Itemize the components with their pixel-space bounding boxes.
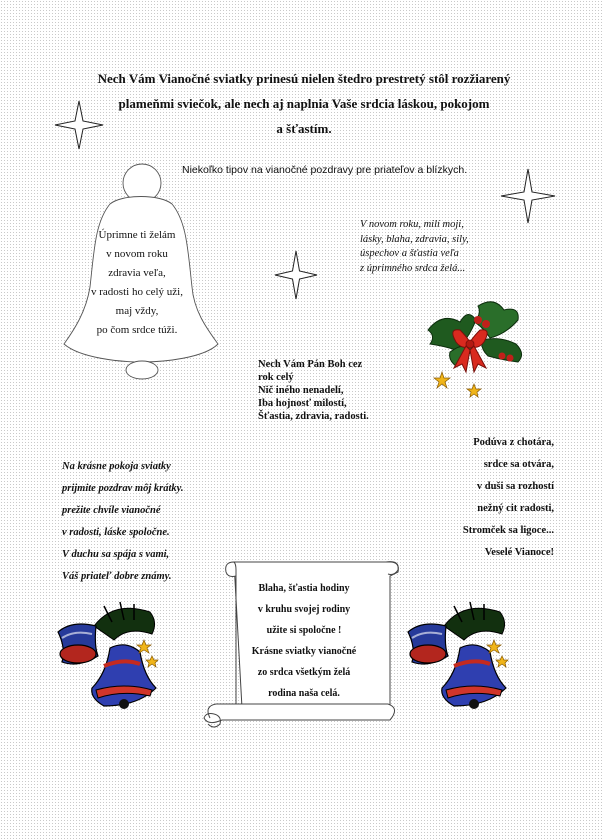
christmas-bells-icon bbox=[404, 596, 514, 716]
holly-icon bbox=[420, 296, 530, 406]
verse-line: Krásne sviatky vianočné bbox=[251, 646, 357, 657]
verse-line: Stromček sa ligoce... bbox=[462, 525, 554, 536]
verse-line: z úprimného srdca želá... bbox=[360, 262, 466, 274]
verse-line: maj vždy, bbox=[115, 305, 159, 317]
heading-line: a šťastím. bbox=[276, 121, 332, 136]
verse-line: Úprimne ti želám bbox=[98, 229, 176, 241]
verse-line: prežite chvíle vianočné bbox=[62, 505, 161, 516]
verse-line: rok celý bbox=[258, 372, 294, 383]
verse-line: Iba hojnosť milostí, bbox=[258, 398, 347, 409]
verse-line: Blaha, šťastia hodiny bbox=[258, 583, 350, 594]
greeting-heading bbox=[40, 66, 568, 141]
star-icon bbox=[500, 168, 556, 224]
verse-line: Šťastia, zdravia, radosti. bbox=[258, 411, 369, 422]
verse-line: Váš priateľ dobre známy. bbox=[62, 571, 172, 582]
verse-line: V duchu sa spája s vami, bbox=[62, 549, 170, 560]
verse-line: Nič iného nenadelí, bbox=[258, 385, 344, 396]
verse-line: prijmite pozdrav môj krátky. bbox=[62, 483, 184, 494]
verse-line: Na krásne pokoja sviatky bbox=[62, 461, 171, 472]
verse-line: v radosti, láske spoločne. bbox=[62, 527, 170, 538]
new-year-verse bbox=[360, 218, 560, 276]
scroll-verse bbox=[238, 578, 370, 704]
verse-line: V novom roku, milí moji, bbox=[360, 219, 464, 230]
verse-line: Veselé Vianoce! bbox=[484, 547, 554, 558]
heading-line: plameňmi sviečok, ale nech aj naplnia Vaše srdcia láskou, pokojom bbox=[118, 96, 490, 111]
blessing-verse bbox=[258, 358, 418, 423]
verse-line: rodina naša celá. bbox=[268, 688, 340, 699]
peace-verse bbox=[62, 456, 232, 588]
intro-text: Niekoľko tipov na vianočné pozdravy pre priateľov a blízkych. bbox=[182, 164, 468, 176]
verse-line: nežný cit radosti, bbox=[477, 503, 554, 514]
verse-line: užite si spoločne ! bbox=[266, 625, 342, 636]
christmas-bells-icon bbox=[54, 596, 164, 716]
heading-line: Nech Vám Vianočné sviatky prinesú nielen štedro prestretý stôl rozžiarený bbox=[97, 71, 511, 86]
bell-verse bbox=[72, 226, 202, 340]
carol-verse bbox=[390, 432, 554, 564]
verse-line: zdravia veľa, bbox=[108, 267, 166, 279]
verse-line: v radosti ho celý uži, bbox=[91, 286, 183, 298]
verse-line: v kruhu svojej rodiny bbox=[257, 604, 351, 615]
verse-line: srdce sa otvára, bbox=[483, 459, 554, 470]
verse-line: zo srdca všetkým želá bbox=[257, 667, 351, 678]
verse-line: Nech Vám Pán Boh cez bbox=[258, 359, 363, 370]
verse-line: Podúva z chotára, bbox=[473, 437, 554, 448]
verse-line: po čom srdce túži. bbox=[96, 324, 178, 336]
star-icon bbox=[274, 250, 318, 300]
verse-line: v duši sa rozhostí bbox=[476, 481, 554, 492]
verse-line: úspechov a šťastia veľa bbox=[360, 248, 459, 259]
verse-line: v novom roku bbox=[106, 248, 168, 260]
verse-line: lásky, blaha, zdravia, sily, bbox=[360, 233, 469, 245]
